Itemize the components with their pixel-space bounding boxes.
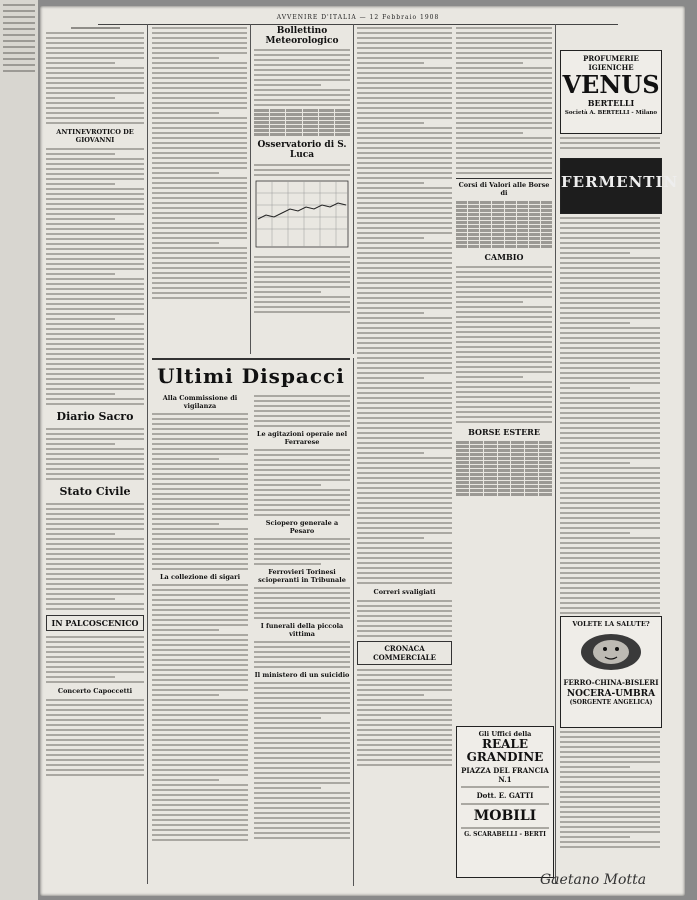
- ad-ferro-line3: NOCERA-UMBRA: [566, 689, 656, 699]
- lion-icon: [561, 628, 661, 674]
- newspaper-page: [40, 6, 685, 896]
- ad-venus: [560, 50, 662, 134]
- heading-bollettino-meteo: Bollettino Meteorologico: [265, 26, 339, 46]
- ad-fermentin-line1: FERMENTIN: [561, 173, 679, 191]
- heading-diario-sacro: Diario Sacro: [56, 410, 134, 423]
- heading-antinevrotico: ANTINEVROTICO DE GIOVANNI: [56, 128, 134, 144]
- column-4: [357, 24, 452, 884]
- handwritten-signature: Gaetano Motta: [540, 872, 647, 888]
- sub-sciopero-pesaro: Sciopero generale a Pesaro: [265, 519, 339, 535]
- column-3-top: [254, 24, 350, 354]
- ad-reale-line4: Dott. E. GATTI: [476, 791, 534, 800]
- ad-venus-line3: VENUS: [562, 70, 660, 99]
- adjacent-page-strip: [0, 0, 38, 900]
- ad-reale-line5: MOBILI: [473, 808, 537, 824]
- ad-ferro-china: [560, 616, 662, 728]
- heading-osservatorio: Osservatorio di S. Luca: [257, 140, 347, 160]
- ad-venus-line5: Società A. BERTELLI - Milano: [564, 110, 658, 116]
- heading-concerto: Concerto Capoccetti: [57, 687, 133, 695]
- ad-ferro-line4: (SORGENTE ANGELICA): [569, 699, 653, 706]
- ad-reale-line6: G. SCARABELLI - BERTI: [464, 831, 546, 838]
- sub-suicidio: Il ministero di un suicidio: [254, 671, 350, 679]
- ad-venus-line2: IGIENICHE: [588, 63, 634, 72]
- ad-fermentin: [560, 158, 679, 214]
- column-2-top: [152, 24, 247, 354]
- ad-reale-line3: PIAZZA DEL FRANCIA N.1: [461, 766, 549, 784]
- heading-cronaca-commerciale: CRONACA COMMERCIALE: [357, 641, 452, 665]
- running-header: AVVENIRE D'ITALIA — 12 Febbraio 1908: [98, 14, 618, 25]
- ad-ferro-line1: VOLETE LA SALUTE?: [572, 620, 650, 628]
- heading-cambio: CAMBIO: [484, 252, 524, 262]
- sub-agitazioni: Le agitazioni operaie nel Ferrarese: [256, 430, 348, 446]
- foreign-exchange-table: [456, 441, 552, 496]
- meteo-table: [254, 109, 350, 136]
- ad-reale-line2: REALE GRANDINE: [466, 737, 544, 764]
- sub-ferrovieri: Ferrovieri Torinesi scioperanti in Tribunale: [258, 568, 346, 584]
- sub-sigari: La collezione di sigari: [159, 573, 241, 581]
- heading-stato-civile: Stato Civile: [59, 485, 131, 498]
- barometric-chart: [254, 179, 350, 249]
- ad-venus-line1: PROFUMERIE: [583, 54, 639, 63]
- stock-table: [456, 201, 552, 248]
- column-1: [46, 24, 144, 884]
- heading-corsi-valori: Corsi di Valori alle Borse di: [456, 178, 552, 197]
- ad-reale-line1: Gli Uffici della: [478, 730, 532, 738]
- ad-venus-line4: BERTELLI: [587, 98, 635, 108]
- headline-ultimi-dispacci: Ultimi Dispacci: [157, 364, 345, 388]
- heading-palcoscenico: IN PALCOSCENICO: [46, 615, 144, 631]
- heading-borse-estere: BORSE ESTERE: [468, 427, 540, 437]
- sub-funerali: I funerali della piccola vittima: [260, 622, 344, 638]
- column-6-text-c: [560, 728, 660, 878]
- sub-commissione: Alla Commissione di vigilanza: [162, 394, 238, 410]
- ad-ferro-line2: FERRO-CHINA-BISLERI: [563, 678, 659, 687]
- ultimi-dispacci-block: [152, 358, 350, 888]
- ad-reale-grandine: [456, 726, 554, 878]
- column-6-text-b: [560, 214, 660, 614]
- heading-correri: Correri svaligiati: [373, 588, 436, 596]
- column-6-text-a: [560, 134, 660, 156]
